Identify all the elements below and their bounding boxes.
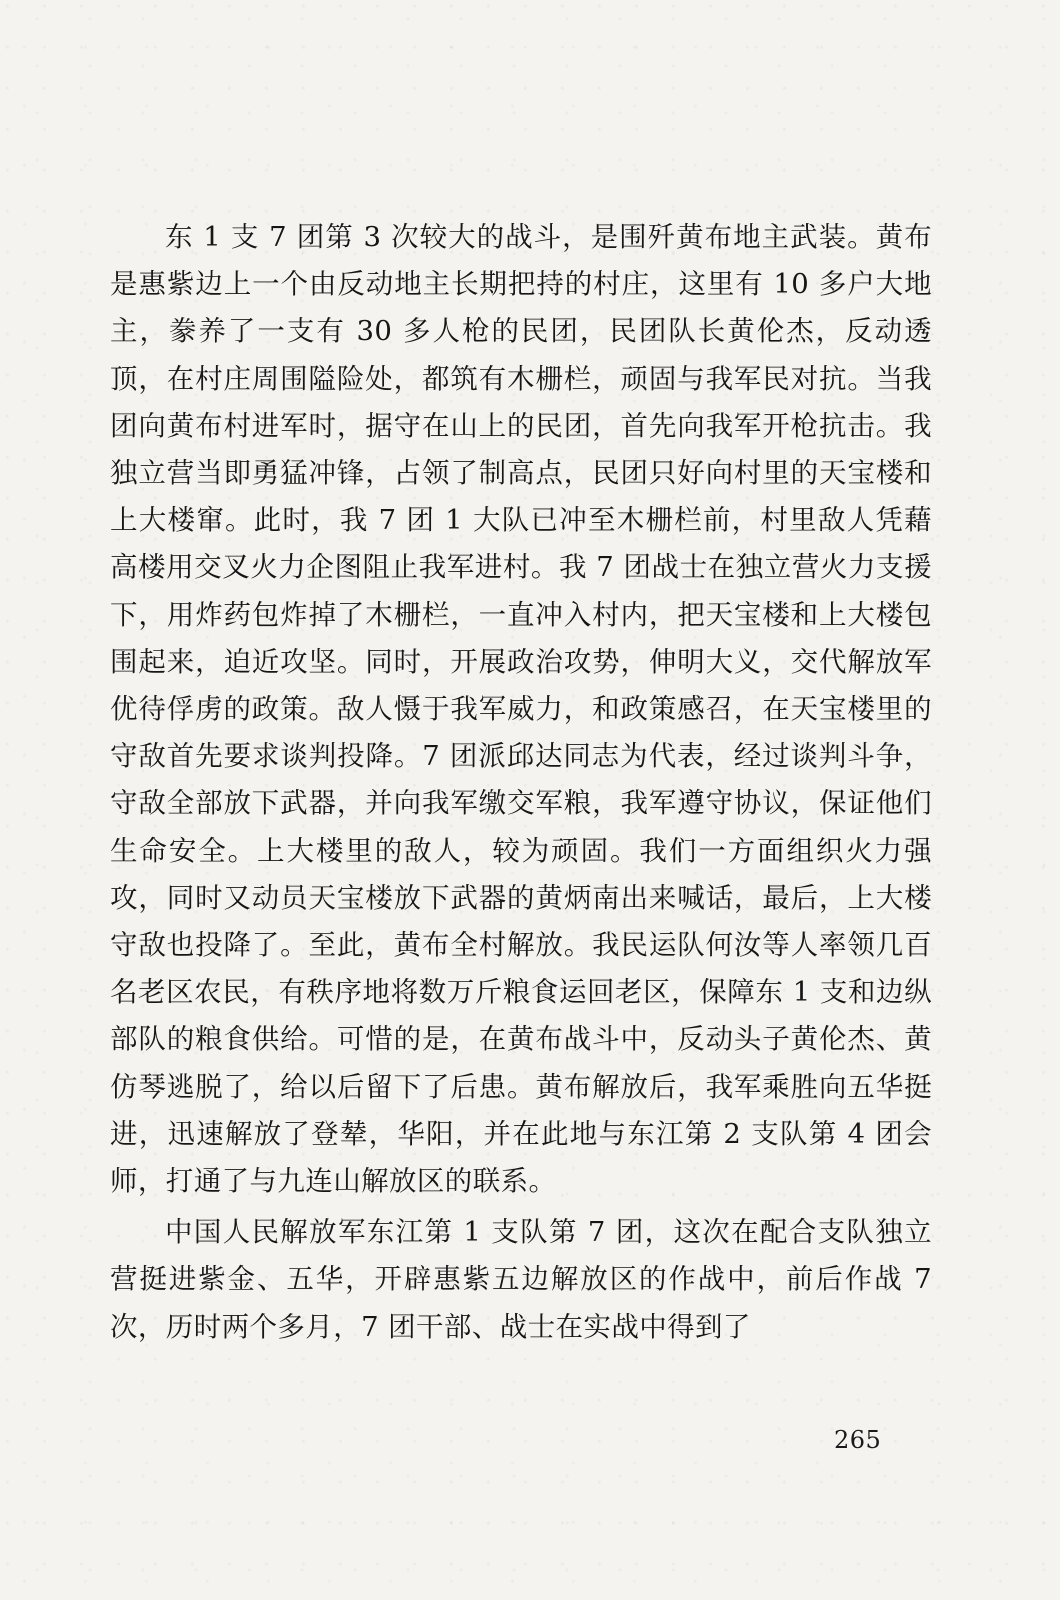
- paragraph-seventh-regiment-summary: 中国人民解放军东江第 1 支队第 7 团，这次在配合支队独立营挺进紫金、五华，开辟惠紫五边解放区的作战中，前后作战 7 次，历时两个多月，7 团干部、战士在实战中得到了: [110, 1216, 932, 1343]
- page-number: 265: [834, 1426, 882, 1454]
- paragraph-huangbu-battle: 东 1 支 7 团第 3 次较大的战斗，是围歼黄布地主武装。黄布是惠紫边上一个由反动地主长期把持的村庄，这里有 10 多户大地主，豢养了一支有 30 多人枪的民团，民团队长黄伦杰，反动透顶，在村庄周围隘险处，都筑有木栅栏，顽固与我军民对抗。当我团向黄布村进军时，据守在山上的民团，首先向我军开枪抗击。我独立营当即勇猛冲锋，占领了制高点，民团只好向村里的天宝楼和上大楼窜。此时，我 7 团 1 大队已冲至木栅栏前，村里敌人凭藉高楼用交叉火力企图阻止我军进村。我 7 团战士在独立营火力支援下，用炸药包炸掉了木栅栏，一直冲入村内，把天宝楼和上大楼包围起来，迫近攻坚。同时，开展政治攻势，伸明大义，交代解放军优待俘虏的政策。敌人慑于我军威力，和政策感召，在天宝楼里的守敌首先要求谈判投降。7 团派邱达同志为代表，经过谈判斗争，守敌全部放下武器，并向我军缴交军粮，我军遵守协议，保证他们生命安全。上大楼里的敌人，较为顽固。我们一方面组织火力强攻，同时又动员天宝楼放下武器的黄炳南出来喊话，最后，上大楼守敌也投降了。至此，黄布全村解放。我民运队何汝等人率领几百名老区农民，有秩序地将数万斤粮食运回老区，保障东 1 支和边纵部队的粮食供给。可惜的是，在黄布战斗中，反动头子黄伦杰、黄仿琴逃脱了，给以后留下了后患。黄布解放后，我军乘胜向五华挺进，迅速解放了登辇，华阳，并在此地与东江第 2 支队第 4 团会师，打通了与九连山解放区的联系。: [110, 221, 932, 1198]
- body-text: [110, 214, 932, 1351]
